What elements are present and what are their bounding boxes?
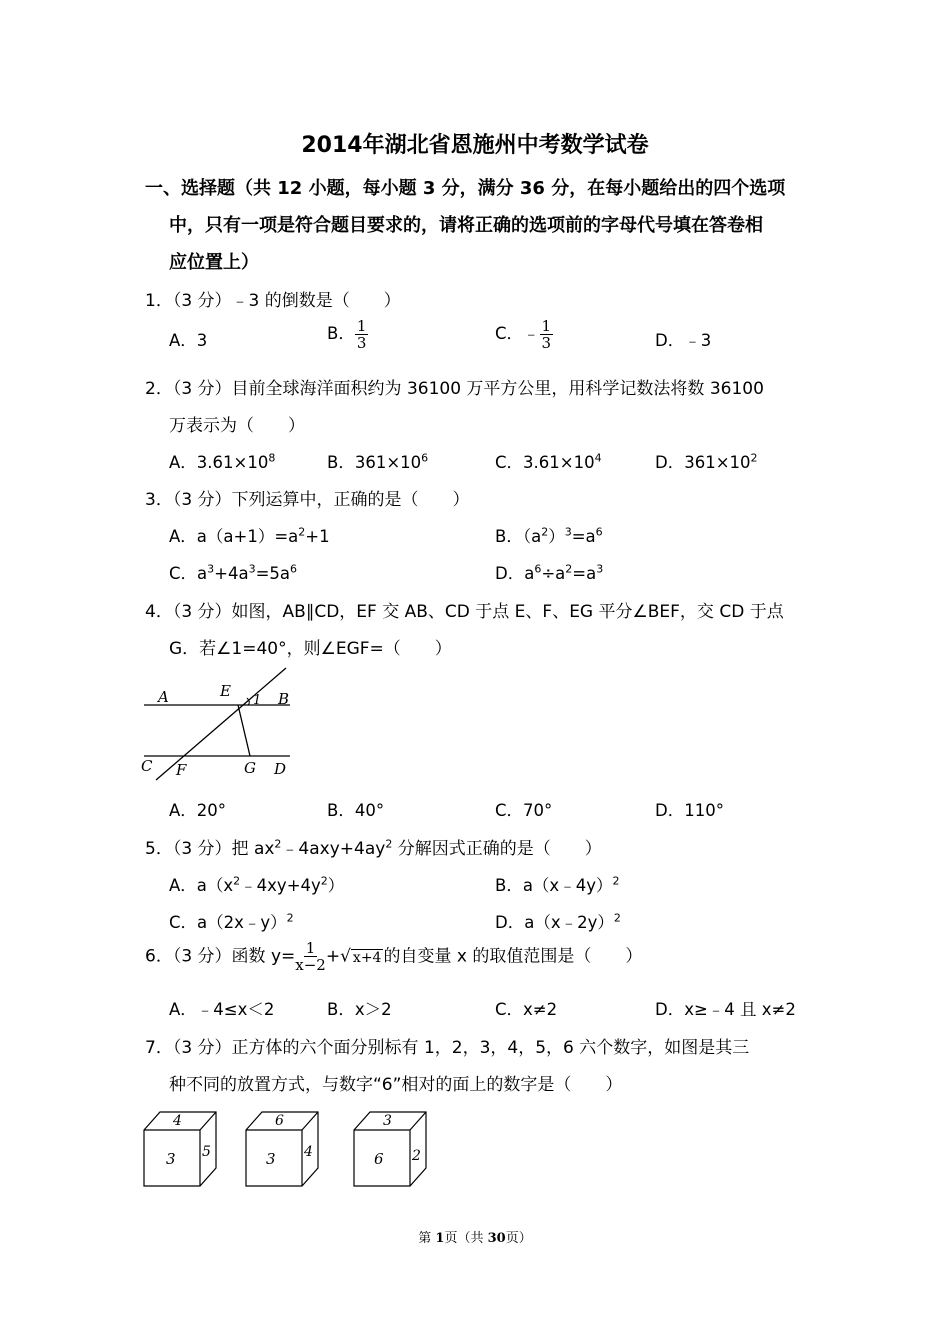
q2-option-a xyxy=(169,449,275,473)
q3-b1: B．（a xyxy=(495,527,542,546)
q7-stem-line1: 7．（3 分）正方体的六个面分别标有 1，2，3，4，5，6 六个数字，如图是其三 xyxy=(145,1038,750,1058)
q3-b-exp3: 6 xyxy=(595,525,603,539)
cube-3-front: 6 xyxy=(374,1150,384,1168)
q1-option-b xyxy=(327,318,368,351)
q6-option-b: B．x＞2 xyxy=(327,1000,392,1019)
q6-frac-den: x−2 xyxy=(295,956,326,974)
q5-b1: B．a（x﹣4y） xyxy=(495,876,613,895)
q3-b-exp1: 2 xyxy=(541,525,549,539)
q2-d-base: D．361×10 xyxy=(655,453,751,472)
q1-stem: 1．（3 分）﹣3 的倒数是（ ） xyxy=(145,291,401,311)
q6-s1: 6．（3 分）函数 y= xyxy=(145,946,296,967)
q6-option-d: D．x≥﹣4 且 x≠2 xyxy=(655,1000,796,1019)
q2-option-d xyxy=(655,449,758,473)
q3-option-b xyxy=(495,523,603,547)
cube-3 xyxy=(354,1112,426,1186)
cube-1 xyxy=(144,1112,216,1186)
q3-a2: +1 xyxy=(305,527,330,546)
q3-a-exp: 2 xyxy=(298,525,306,539)
q4-option-a: A．20° xyxy=(169,801,227,820)
q5-stem xyxy=(145,834,602,859)
q6-sqrt-sign: √ xyxy=(340,946,351,967)
q2-stem-line1: 2．（3 分）目前全球海洋面积约为 36100 万平方公里，用科学记数法将数 36100 xyxy=(145,379,764,399)
q1-b-den: 3 xyxy=(356,334,367,352)
q4-stem-line1: 4．（3 分）如图，AB∥CD，EF 交 AB、CD 于点 E、F、EG 平分∠BEF，交 CD 于点 xyxy=(145,602,784,622)
q4-option-c: C．70° xyxy=(495,801,553,820)
q4-stem-line2: G．若∠1=40°，则∠EGF=（ ） xyxy=(169,639,452,659)
q1-option-c-fraction xyxy=(540,318,554,351)
q3-option-a xyxy=(169,523,330,547)
q6-sqrt-body: x+4 xyxy=(352,949,382,966)
section-heading-line1: 一、选择题（共 12 小题，每小题 3 分，满分 36 分，在每小题给出的四个选项 xyxy=(145,178,786,199)
footer-p2: 页（共 xyxy=(444,1231,488,1246)
q7-stem-line2: 种不同的放置方式，与数字“6”相对的面上的数字是（ ） xyxy=(169,1075,623,1095)
q2-stem-line2: 万表示为（ ） xyxy=(169,416,305,436)
section-heading-line2: 中，只有一项是符合题目要求的，请将正确的选项前的字母代号填在答卷相 xyxy=(169,215,763,236)
cube-1-front: 3 xyxy=(166,1150,176,1168)
footer-page-number: 1 xyxy=(435,1231,445,1246)
q3-d2: ÷a xyxy=(541,564,566,583)
q1-option-b-label: B． xyxy=(327,324,355,343)
q5-s1: 5．（3 分）把 ax xyxy=(145,839,275,859)
q5-b-exp: 2 xyxy=(612,874,620,888)
q3-d-exp2: 2 xyxy=(565,562,573,576)
q3-d3: =a xyxy=(572,564,597,583)
q5-a1: A．a（x xyxy=(169,876,234,895)
label-e: E xyxy=(220,682,231,700)
q3-c3: =5a xyxy=(255,564,291,583)
q3-c1: C．a xyxy=(169,564,208,583)
label-angle-1: 1 xyxy=(253,693,262,708)
cube-2-front: 3 xyxy=(266,1150,276,1168)
q3-c-exp1: 3 xyxy=(207,562,215,576)
q5-s-exp1: 2 xyxy=(274,837,282,851)
q5-option-a xyxy=(169,872,344,896)
line-eg xyxy=(238,705,250,756)
q2-option-c xyxy=(495,449,602,473)
q6-option-a: A．﹣4≤x＜2 xyxy=(169,1000,275,1019)
q5-c1: C．a（2x﹣y） xyxy=(169,913,287,932)
label-b: B xyxy=(278,690,290,708)
cube-2 xyxy=(246,1112,318,1186)
q2-a-base: A．3.61×10 xyxy=(169,453,269,472)
q3-b3: =a xyxy=(571,527,596,546)
q6-plus: + xyxy=(325,946,341,967)
q5-d-exp: 2 xyxy=(613,911,621,925)
q5-a2: ﹣4xy+4y xyxy=(240,876,321,895)
q2-option-b xyxy=(327,449,428,473)
q6-s2: 的自变量 x 的取值范围是（ ） xyxy=(383,946,643,967)
footer-p3: 页） xyxy=(505,1231,532,1246)
label-a: A xyxy=(158,688,169,706)
label-c: C xyxy=(141,757,153,775)
q4-option-b: B．40° xyxy=(327,801,385,820)
q5-s2: ﹣4axy+4ay xyxy=(281,839,386,859)
q5-d1: D．a（x﹣2y） xyxy=(495,913,614,932)
q5-option-b xyxy=(495,872,619,896)
label-d: D xyxy=(274,760,287,778)
cube-3-side: 2 xyxy=(412,1148,421,1164)
cube-3-top: 3 xyxy=(383,1113,392,1129)
q2-b-base: B．361×10 xyxy=(327,453,422,472)
q3-option-c xyxy=(169,560,297,584)
q6-fraction xyxy=(295,940,326,973)
q1-option-b-fraction xyxy=(355,318,369,351)
q1-option-a: A．3 xyxy=(169,331,208,350)
label-f: F xyxy=(176,761,187,779)
q6-option-c: C．x≠2 xyxy=(495,1000,558,1019)
q3-b-exp2: 3 xyxy=(564,525,572,539)
q6-stem xyxy=(145,940,642,973)
q2-c-base: C．3.61×10 xyxy=(495,453,595,472)
q5-s-exp2: 2 xyxy=(385,837,393,851)
cube-1-side: 5 xyxy=(202,1144,211,1160)
q5-a-exp2: 2 xyxy=(320,874,328,888)
cube-2-side: 4 xyxy=(304,1144,313,1160)
q7-cubes-figure xyxy=(140,1108,440,1188)
q5-a-exp: 2 xyxy=(233,874,241,888)
cube-1-top: 4 xyxy=(173,1113,182,1129)
q5-option-c xyxy=(169,909,294,933)
q2-c-exp: 4 xyxy=(594,451,602,465)
q4-geometry-figure xyxy=(138,664,298,784)
q1-option-c-sign: ﹣ xyxy=(523,324,540,343)
section-heading-line3: 应位置上） xyxy=(169,252,259,273)
q3-a1: A．a（a+1）=a xyxy=(169,527,299,546)
q1-option-c-label: C． xyxy=(495,324,524,343)
q1-c-den: 3 xyxy=(541,334,552,352)
q3-b2: ） xyxy=(548,527,565,546)
q5-option-d xyxy=(495,909,621,933)
q2-b-exp: 6 xyxy=(421,451,429,465)
q5-a3: ） xyxy=(327,876,345,895)
page-footer xyxy=(0,1227,950,1246)
q3-stem: 3．（3 分）下列运算中，正确的是（ ） xyxy=(145,490,470,510)
page-title: 2014年湖北省恩施州中考数学试卷 xyxy=(301,133,649,158)
cube-2-top: 6 xyxy=(275,1113,284,1129)
q6-frac-num: 1 xyxy=(305,939,316,957)
q3-c2: +4a xyxy=(214,564,249,583)
footer-total-pages: 30 xyxy=(487,1231,506,1246)
q3-d-exp3: 3 xyxy=(596,562,604,576)
q4-option-d: D．110° xyxy=(655,801,724,820)
q3-c-exp2: 3 xyxy=(248,562,256,576)
q1-option-c xyxy=(495,318,553,351)
q1-c-num: 1 xyxy=(541,317,552,335)
q1-option-d: D．﹣3 xyxy=(655,331,712,350)
q5-s3: 分解因式正确的是（ ） xyxy=(392,839,602,859)
q1-b-num: 1 xyxy=(356,317,367,335)
q2-a-exp: 8 xyxy=(268,451,276,465)
label-g: G xyxy=(244,759,256,777)
q5-c-exp: 2 xyxy=(286,911,294,925)
q3-c-exp3: 6 xyxy=(290,562,298,576)
q3-option-d xyxy=(495,560,603,584)
q2-d-exp: 2 xyxy=(750,451,758,465)
q3-d1: D．a xyxy=(495,564,535,583)
q3-d-exp1: 6 xyxy=(534,562,542,576)
footer-p1: 第 xyxy=(418,1231,436,1246)
